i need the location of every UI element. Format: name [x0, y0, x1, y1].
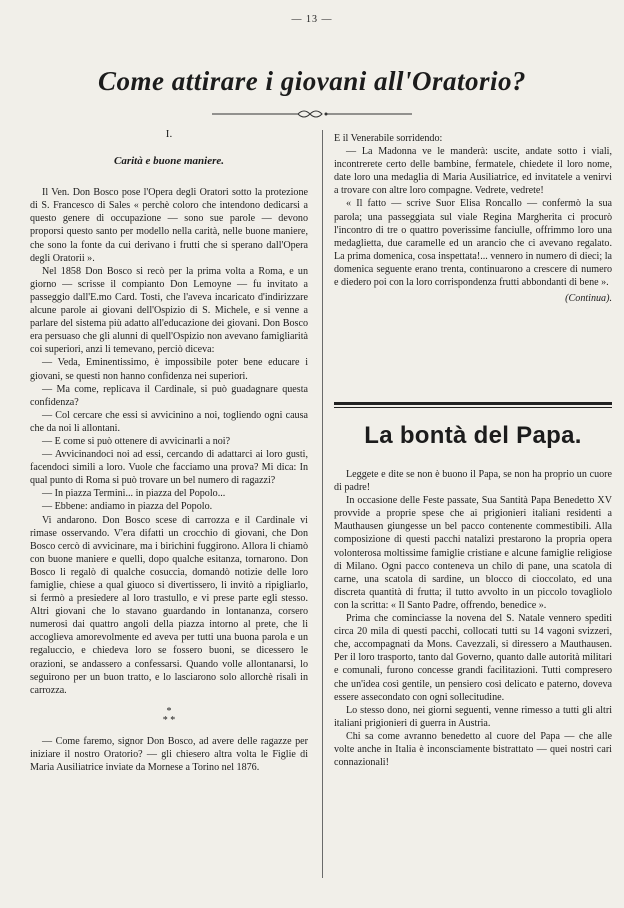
title-ornament — [212, 108, 412, 120]
paragraph: Prima che cominciasse la novena del S. Natale vennero spediti circa 20 mila di questi pacchi, collocati tutti su 14 vagoni svizzeri, che, accompagnati da Mons. Cavezzali, si diressero a Mauthausen. Per il loro trasporto, tanto dal Governo, quanto dalle autorità militari e comunali, furono concesse grandi facilitazioni. Tutti compresero che un'idea così gentile, un pensiero così delicato e paterno, doveva essere assecondato con ogni sollecitudine. — [334, 613, 612, 703]
paragraph: — Avvicinandoci noi ad essi, cercando di adattarci ai loro gusti, facendoci simili a loro. Vuole che facciamo una prova? Mi dica: In qual punto di Roma si può trovare un bel numero di ragazzi? — [30, 449, 308, 487]
paragraph: Lo stesso dono, nei giorni seguenti, venne rimesso a tutti gli altri italiani prigionieri di guerra in Austria. — [334, 704, 612, 729]
paragraph: Chi sa come avranno benedetto al cuore del Papa — che alle volte anche in Italia è inconsciamente bistrattato — quei nostri cari connazionali! — [334, 730, 612, 769]
paragraph: — In piazza Termini... in piazza del Popolo... — [42, 488, 226, 500]
paragraph: — Veda, Eminentissimo, è impossibile poter bene educare i giovani, se questi non hanno confidenza nei superiori. — [30, 357, 308, 382]
star-line: * * — [162, 714, 176, 726]
paragraph: — Ebbene: andiamo in piazza del Popolo. — [42, 501, 213, 513]
second-article-title: La bontà del Papa. — [364, 422, 582, 449]
paragraph: — Ma come, replicava il Cardinale, si può guadagnare questa confidenza? — [30, 383, 308, 408]
paragraph: Il Ven. Don Bosco pose l'Opera degli Oratori sotto la protezione di S. Francesco di Sales « perchè coloro che intendono dedicarsi a questo genere di occupazione — sono sue parole — devono proporsi questo santo per modello nella carità, nelle buone maniere, che sono la fonte da cui derivano i frutti che si sperano dall'Opera degli Oratorii ». — [30, 187, 308, 264]
paragraph: In occasione delle Feste passate, Sua Santità Papa Benedetto XV provvide a proprie spese che ai prigionieri italiani residenti a Mauthausen giungesse un bel pacco contenente commestibili. Alla composizione di questi pacchi natalizi prestarono la propria opera volonterosa moltissime famiglie cristiane e alcune famiglie religiose di Milano. Ogni pacco conteneva un chilo di pane, una scatola di carne, una scatola di sardine, un blocco di cioccolato, ed una discreta quantità di frutta; il tutto avvolto in un piccolo tovagliolo con la scritta: « Il Santo Padre, offrendo, benedice ». — [334, 495, 612, 611]
right-column-top — [334, 132, 612, 305]
paragraph: — Col cercare che essi si avvicinino a noi, togliendo ogni causa che da noi li allontani. — [30, 409, 308, 434]
column-divider — [322, 130, 323, 878]
paragraph: — Come faremo, signor Don Bosco, ad avere delle ragazze per iniziare il nostro Oratorio? — gli chiesero altra volta le Figlie di Maria Ausiliatrice inviate da Mornese a Torino nel 1876. — [30, 735, 308, 774]
article-separator-thick — [334, 402, 612, 405]
article-title: Come attirare i giovani all'Oratorio? — [97, 66, 527, 96]
star-line: * — [166, 705, 172, 717]
section-number: I. — [165, 128, 173, 140]
right-column-bottom — [334, 468, 612, 769]
paragraph: Leggete e dite se non è buono il Papa, se non ha proprio un cuore di padre! — [334, 469, 612, 494]
section-heading: Carità e buone maniere. — [113, 155, 224, 168]
paragraph: « Il fatto — scrive Suor Elisa Roncallo — confermò la sua parola; una passeggiata sul viale Regina Margherita ci procurò l'incontro di tre o quattro poverissime fanciulle, offrimmo loro una medaglietta, due caramelle ed un arancio che ci avevano regalato. La prima domenica, cosa inspettata!... vennero in numero di dieci; la domenica seguente erano trenta, continuarono a crescere di numero e diedero poi con la loro corrispondenza frutti abbondanti di bene ». — [334, 198, 612, 289]
paragraph: — La Madonna ve le manderà: uscite, andate sotto i viali, incontrerete certo delle bambine, fermatele, chiedete il loro nome, date loro una medaglia di Maria Ausiliatrice, ed invitatele a venirvi a trovare con altre loro compagne. Vedrete, vedrete! — [334, 146, 612, 197]
continued-note: (Continua). — [565, 293, 612, 305]
section-separator-stars — [30, 707, 308, 725]
paragraph: Nel 1858 Don Bosco si recò per la prima volta a Roma, e un giorno — scrisse il compianto Don Lemoyne — fu invitato a passeggio dall'E.mo Card. Tosti, che l'aveva incaricato d'indirizzare alcune parole ai giovani dell'Ospizio di S. Michele, e si venne a parlare del sistema più adatto all'educazione dei giovani. Don Bosco era persuaso che gli alunni di quell'Ospizio non avevano famigliarità coi superiori, anzi li temevano, perciò diceva: — [30, 265, 308, 356]
paragraph: Vi andarono. Don Bosco scese di carrozza e il Cardinale vi rimase osservando. V'era difatti un crocchio di giovani, che Don Bosco cercò di avvicinare, ma i birichini fuggirono. Allora li chiamò con buone maniere e quelli, dopo qualche esitanza, tornarono. Don Bosco li regalò di qualche cosuccia, domandò notizie delle loro famiglie, chiese a qual giuoco si divertissero, li invitò a ripigliarlo, si fermò a presiedere al loro trastullo, e vi prese parte egli stesso. Altri giovani che lo stavano guardando in lontananza, corsero numerosi dai quattro angoli della piazza intorno al prete, che li accoglieva amorevolmente ed aveva per tutti una buona parola e un regaluccio, e chiedeva loro se fossero buoni, se dicessero le orazioni, se andassero a confessarsi. Quando volle allontanarsi, lo seguirono per un buon tratto, e lo lasciarono solo allorchè risalì in carrozza. — [30, 514, 308, 696]
paragraph: — E come si può ottenere di avvicinarli a noi? — [42, 435, 231, 447]
page-number: — 13 — — [291, 14, 333, 25]
left-column — [30, 128, 308, 774]
article-separator-thin — [334, 407, 612, 408]
paragraph: E il Venerabile sorridendo: — [334, 133, 443, 144]
